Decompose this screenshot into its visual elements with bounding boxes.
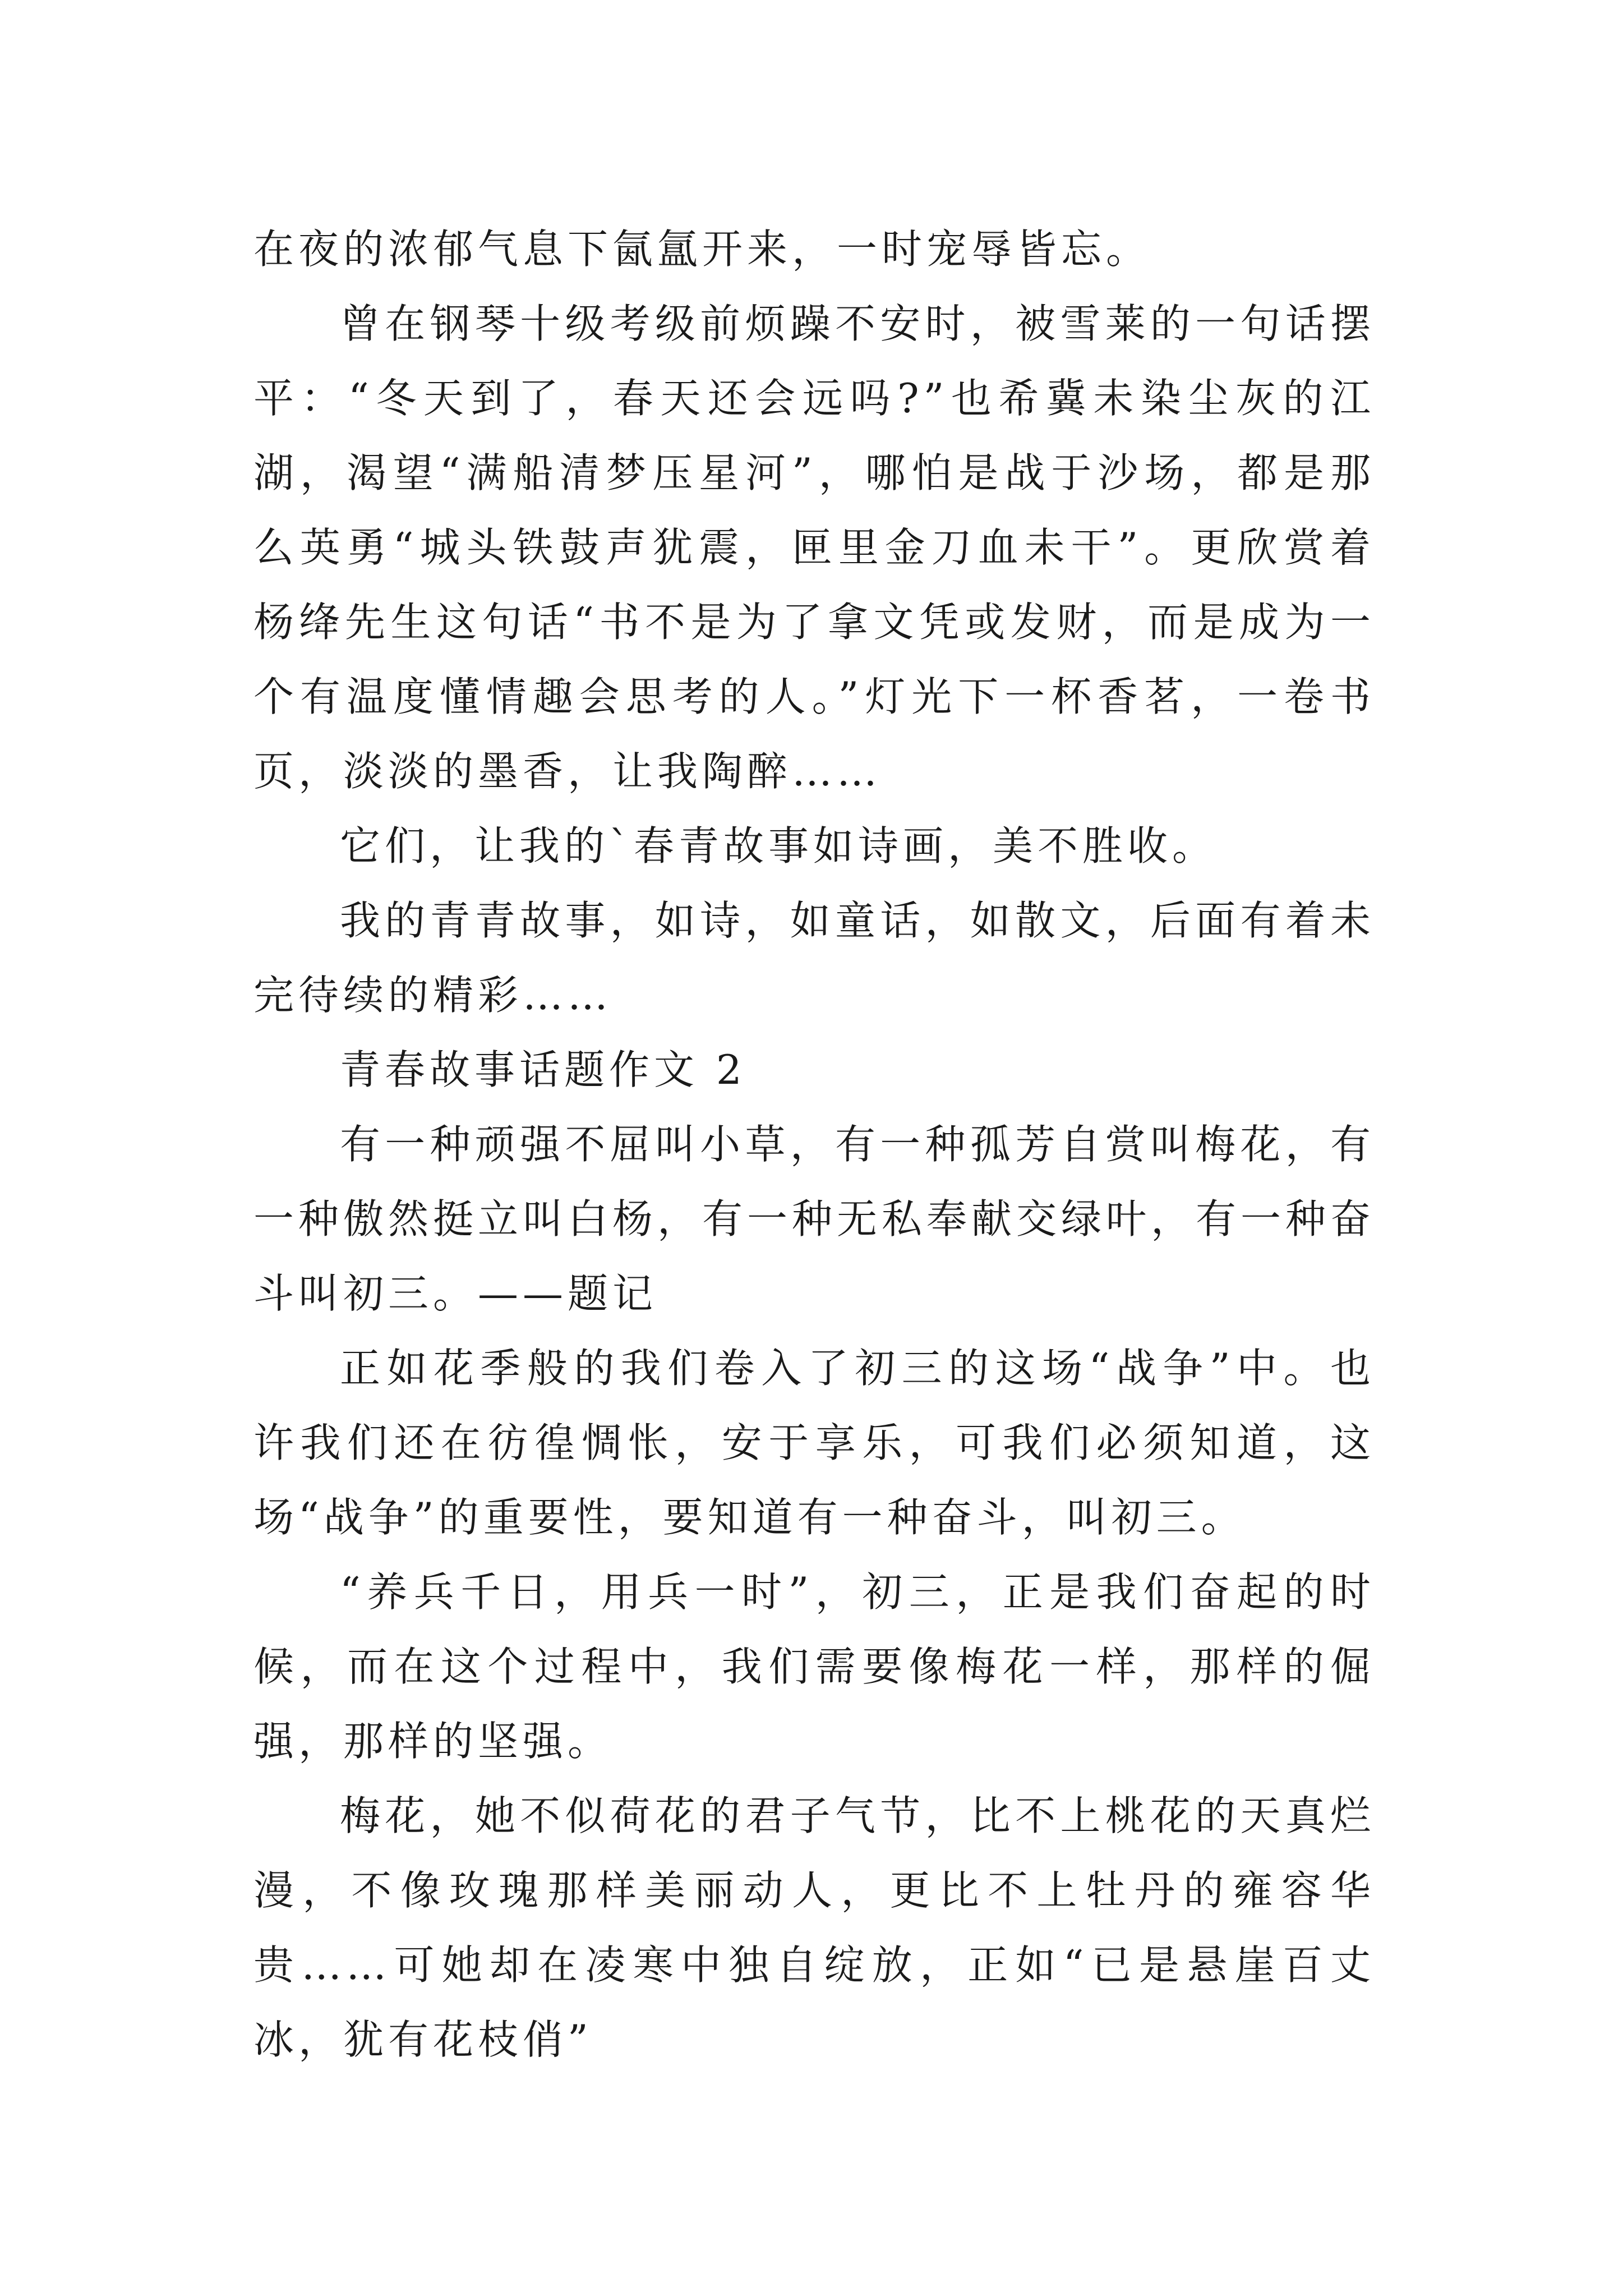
paragraph: “养兵千日，用兵一时”，初三，正是我们奋起的时候，而在这个过程中，我们需要像梅花一样，那样的倔强，那样的坚强。 — [253, 1568, 1375, 1765]
paragraph: 我的青青故事，如诗，如童话，如散文，后面有着未完待续的精彩…… — [253, 897, 1375, 1019]
document-body — [253, 212, 1375, 2077]
paragraph: 它们，让我的`春青故事如诗画，美不胜收。 — [340, 822, 1218, 869]
paragraph: 梅花，她不似荷花的君子气节，比不上桃花的天真烂漫，不像玫瑰那样美丽动人，更比不上牡丹的雍容华贵……可她却在凌寒中独自绽放，正如“已是悬崖百丈冰，犹有花枝俏” — [253, 1792, 1375, 2063]
paragraph: 在夜的浓郁气息下氤氲开来，一时宠辱皆忘。 — [253, 226, 1151, 273]
paragraph: 曾在钢琴十级考级前烦躁不安时，被雪莱的一句话摆平：“冬天到了，春天还会远吗?”也希冀未染尘灰的江湖，渴望“满船清梦压星河”，哪怕是战于沙场，都是那么英勇“城头铁鼓声犹震，匣里金刀血未干”。更欣赏着杨绛先生这句话“书不是为了拿文凭或发财，而是成为一个有温度懂情趣会思考的人。”灯光下一杯香茗，一卷书页，淡淡的墨香，让我陶醉…… — [253, 300, 1375, 795]
paragraph: 有一种顽强不屈叫小草，有一种孤芳自赏叫梅花，有一种傲然挺立叫白杨，有一种无私奉献交绿叶，有一种奋斗叫初三。——题记 — [253, 1121, 1376, 1317]
paragraph: 正如花季般的我们卷入了初三的这场“战争”中。也许我们还在彷徨惆怅，安于享乐，可我们必须知道，这场“战争”的重要性，要知道有一种奋斗，叫初三。 — [253, 1345, 1375, 1541]
section-title: 青春故事话题作文 2 — [340, 1046, 746, 1093]
